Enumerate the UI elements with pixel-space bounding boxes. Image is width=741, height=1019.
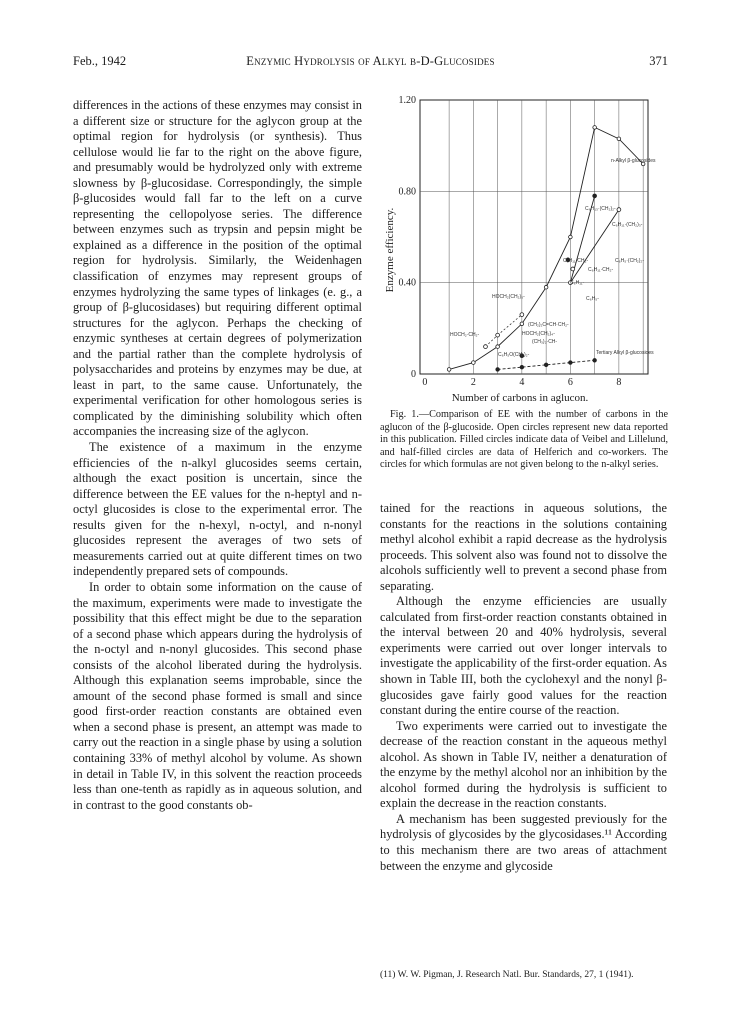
running-title: Enzymic Hydrolysis of Alkyl β-D-Glucosides (246, 54, 495, 68)
data-point (496, 345, 500, 349)
data-point (447, 368, 451, 372)
paragraph: A mechanism has been suggested previously for the hydrolysis of glycosides by the glycosidases.¹¹ According to this mechanism there are two areas of attachment between the enzyme and glycoside (380, 811, 667, 873)
data-point (617, 137, 621, 141)
y-tick-label: 0 (411, 369, 416, 380)
paragraph: differences in the actions of these enzymes may consist in a different size or structure for the aglycon group at the optimal region for hydrolysis (or synthesis). Thus cellulose would lie far to the right on the above figure, and presumably would be hydrolyzed only with extreme slowness by β-glucosidase. Correspondingly, the simple β-glucosides would fall far to the left on a curve representing the cellopolyose series. The difference between enzymes such as trypsin and pepsin might be explained as a difference in the position of the optimal region for hydrolysis. Similarly, the Weidenhagen classification of enzymes may represent groups of enzymes hydrolyzing the same types of linkages (e. g., a group of β-glucosidases) but requiring different optimal structures for the aglycon. Perhaps the checking of enzymic syntheses at certain degrees of polymerization and the partial rather than the complete hydrolysis of polysaccharides and proteins by enzymes may be due, at least in part, to the same cause. Unfortunately, the experimental verification for other homologous series is complicated by the diminishing solubility which often accompanies the increasing size of the aglycon. (73, 98, 362, 439)
annotation-label: C₆H₁₁- (570, 280, 585, 286)
annotation-label: C₆H₁₃·(CH₂)₂- (585, 206, 616, 212)
data-point (472, 361, 476, 365)
data-point (496, 333, 500, 337)
data-point (593, 359, 597, 363)
data-point (593, 194, 597, 198)
x-tick-label: 0 (422, 377, 428, 388)
data-point (571, 267, 575, 271)
annotation-label: C₆H₅O(CH₂)₂- (498, 352, 530, 358)
paragraph: The existence of a maximum in the enzyme efficiencies of the n-alkyl glucosides seems certain, although the exact position is uncertain, since the difference between the EE values for the n-heptyl and n-octyl glucosides is close to the experimental error. The results given for the n-hexyl, n-octyl, and n-nonyl glucosides represent the averages of two sets of measurements carried out at quite different times on two independently prepared sets of compounds. (73, 440, 362, 579)
data-point (569, 235, 573, 239)
y-tick-label: 0.80 (398, 186, 416, 198)
annotation-label: HOCH₂(CH₂)₄- (522, 331, 555, 337)
x-tick-label: 4 (519, 377, 525, 388)
paragraph: In order to obtain some information on the cause of the maximum, experiments were made to investigate the possibility that this effect might be due to the separation of a second phase which appears during the hydrolysis of the n-octyl and n-nonyl glucosides. This second phase consists of the alcohol liberated during the hydrolysis. Although this explanation seems improbable, since the amount of the second phase formed is small and since good first-order reaction constants are obtained even when a second phase is present, an attempt was made to carry out the reaction in a single phase by using a solution containing 33% of methyl alcohol by volume. As shown in detail in Table IV, in this solvent the reaction proceeds less than one-tenth as rapidly as in aqueous solution, and in contrast to the good constants ob- (73, 579, 362, 812)
data-point (569, 361, 573, 365)
annotation-label: n-Alkyl β-glucosides (611, 158, 656, 164)
running-date: Feb., 1942 (73, 54, 127, 68)
annotation-label: HOCH₂(CH₂)₅- (492, 294, 525, 300)
left-column (73, 98, 362, 813)
paragraph: Two experiments were carried out to investigate the decrease of the reaction constant in the aqueous methyl alcohol. As shown in Table IV, neither a denaturation of the enzyme by the methyl alcohol nor an inhibition by the alcohol formed during the hydrolysis is sufficient to explain the decrease in the reaction constants. (380, 718, 667, 811)
paragraph: tained for the reactions in aqueous solutions, the constants for the reactions in the solutions containing methyl alcohol exhibit a rapid decrease as the hydrolysis proceeds. This solvent also was found not to dissolve the alcohols sufficiently well to prevent a second phase from separating. (380, 501, 667, 593)
paragraph: Although the enzyme efficiencies are usually calculated from first-order reaction constants obtained in the interval between 20 and 40% hydrolysis, several experiments were carried out over longer intervals to investigate the applicability of the first-order equation. As shown in Table III, both the cyclohexyl and the nonyl β-glucosides gave fairly good values for the reaction constant during the entire course of the reaction. (380, 594, 667, 718)
data-point (544, 363, 548, 367)
figure-caption (380, 409, 668, 472)
annotation-label: Tertiary Alkyl β-glucosides (596, 350, 654, 356)
x-tick-label: 6 (567, 377, 573, 388)
enzyme-efficiency-chart (380, 92, 670, 388)
right-column (380, 501, 667, 874)
x-tick-label: 8 (616, 377, 622, 388)
page-number: 371 (649, 54, 668, 68)
caption-text: Fig. 1.—Comparison of EE with the number of carbons in the aglucon of the β-glucoside. Open circles represent new data reported in this publication. Filled circles indicate data of Veibel and Lillelund, and half-filled circles are data of Helferich and co-workers. The circles for which formulas are not given belong to the n-alkyl series. (380, 409, 668, 471)
data-point (593, 126, 597, 130)
y-tick-label: 1.20 (398, 95, 416, 106)
annotation-label: (CH₂)₂C=CH·CH₂- (528, 322, 569, 328)
y-axis-label: Enzyme efficiency. (384, 207, 396, 293)
data-point (484, 345, 488, 349)
annotation-label: C₆H₅·(CH₂)₂- (615, 258, 645, 264)
annotation-label: C₆H₅- (586, 296, 599, 302)
connector-line (485, 335, 497, 346)
data-point (520, 322, 524, 326)
annotation-label: HOCH₂·CH₂- (450, 332, 480, 338)
data-point (617, 208, 621, 212)
y-tick-label: 0.40 (398, 277, 416, 289)
annotation-label: C₆H₁₁·CH₂- (588, 267, 614, 273)
annotation-label: C₆H₁₁·(CH₂)₃- (612, 222, 643, 228)
x-axis-label: Number of carbons in aglucon. (451, 392, 589, 404)
figure-1 (380, 92, 670, 388)
annotation-label: (CH₃)₂·CH- (532, 339, 558, 345)
connector-line (498, 315, 522, 336)
data-point (496, 368, 500, 372)
x-tick-label: 2 (470, 377, 476, 388)
data-point (544, 285, 548, 289)
data-point (520, 365, 524, 369)
footnote: (11) W. W. Pigman, J. Research Natl. Bur. Standards, 27, 1 (1941). (380, 970, 634, 980)
data-point (520, 313, 524, 317)
annotation-label: C₆H₁₁·CH₂- (563, 258, 589, 264)
